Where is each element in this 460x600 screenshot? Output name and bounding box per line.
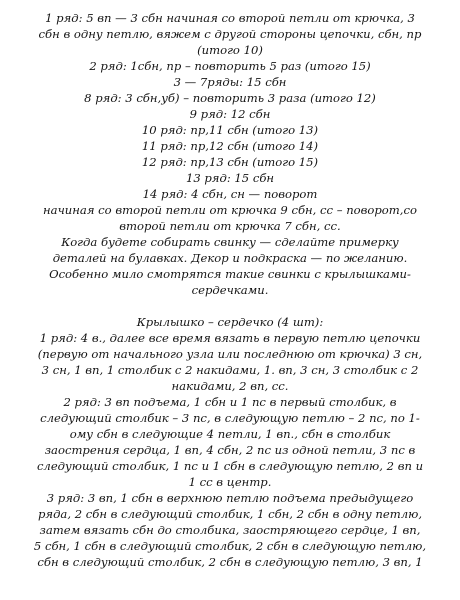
text-line: 5 сбн, 1 сбн в следующий столбик, 2 сбн в следующую петлю, bbox=[33, 539, 427, 553]
text-line: накидами, 2 вп, сс. bbox=[171, 379, 289, 393]
text-line: 8 ряд: 3 сбн,уб) – повторить 3 раза (итого 12) bbox=[84, 91, 376, 105]
text-line: Особенно мило смотрятся такие свинки с крылышками- bbox=[49, 267, 411, 281]
text-line: 2 ряд: 3 вп подъема, 1 сбн и 1 пс в первый столбик, в bbox=[63, 395, 397, 409]
text-line: 10 ряд: пр,11 сбн (итого 13) bbox=[141, 123, 319, 137]
text-line: затем вязать сбн до столбика, заостряющего сердце, 1 вп, bbox=[39, 523, 421, 537]
text-line: следующий столбик, 1 пс и 1 сбн в следующую петлю, 2 вп и bbox=[36, 459, 424, 473]
text-line: ряда, 2 сбн в следующий столбик, 1 сбн, 2 сбн в одну петлю, bbox=[37, 507, 423, 521]
text-line: 9 ряд: 12 сбн bbox=[189, 107, 271, 121]
text-line: сбн в следующий столбик, 2 сбн в следующую петлю, 3 вп, 1 bbox=[37, 555, 423, 569]
section-heading: Крылышко – сердечко (4 шт): bbox=[136, 315, 324, 329]
text-line: второй петли от крючка 7 сбн, сс. bbox=[119, 219, 341, 233]
text-line: заострения сердца, 1 вп, 4 сбн, 2 пс из одной петли, 3 пс в bbox=[44, 443, 416, 457]
text-line: сбн в одну петлю, вяжем с другой стороны цепочки, сбн, пр bbox=[38, 27, 422, 41]
text-line: (первую от начального узла или последнюю от крючка) 3 сн, bbox=[37, 347, 423, 361]
text-line: 13 ряд: 15 сбн bbox=[185, 171, 275, 185]
text-line: 1 ряд: 5 вп — 3 сбн начиная со второй петли от крючка, 3 bbox=[45, 11, 415, 25]
text-line: Когда будете собирать свинку — сделайте примерку bbox=[61, 235, 399, 249]
rows-section bbox=[8, 10, 452, 298]
text-line: 11 ряд: пр,12 сбн (итого 14) bbox=[141, 139, 319, 153]
text-line: деталей на булавках. Декор и подкраска — по желанию. bbox=[52, 251, 408, 265]
text-line: 1 сс в центр. bbox=[188, 475, 272, 489]
text-line: 14 ряд: 4 сбн, сн — поворот bbox=[142, 187, 318, 201]
text-line: ому сбн в следующие 4 петли, 1 вп., сбн в столбик bbox=[69, 427, 391, 441]
text-line: 1 ряд: 4 в., далее все время вязать в первую петлю цепочки bbox=[39, 331, 421, 345]
text-line: следующий столбик – 3 пс, в следующую петлю – 2 пс, по 1- bbox=[40, 411, 420, 425]
paragraph-gap bbox=[8, 298, 452, 314]
text-line: начиная со второй петли от крючка 9 сбн, сс – поворот,со bbox=[43, 203, 417, 217]
text-line: сердечками. bbox=[191, 283, 269, 297]
text-line: 3 сн, 1 вп, 1 столбик с 2 накидами, 1. вп, 3 сн, 3 столбик с 2 bbox=[41, 363, 419, 377]
text-line: 3 — 7ряды: 15 сбн bbox=[173, 75, 287, 89]
text-line: 2 ряд: 1сбн, пр – повторить 5 раз (итого 15) bbox=[89, 59, 371, 73]
text-line: 3 ряд: 3 вп, 1 сбн в верхнюю петлю подъема предыдущего bbox=[46, 491, 414, 505]
text-line: (итого 10) bbox=[197, 43, 263, 57]
wing-section bbox=[8, 314, 452, 570]
text-line: 12 ряд: пр,13 сбн (итого 15) bbox=[141, 155, 319, 169]
